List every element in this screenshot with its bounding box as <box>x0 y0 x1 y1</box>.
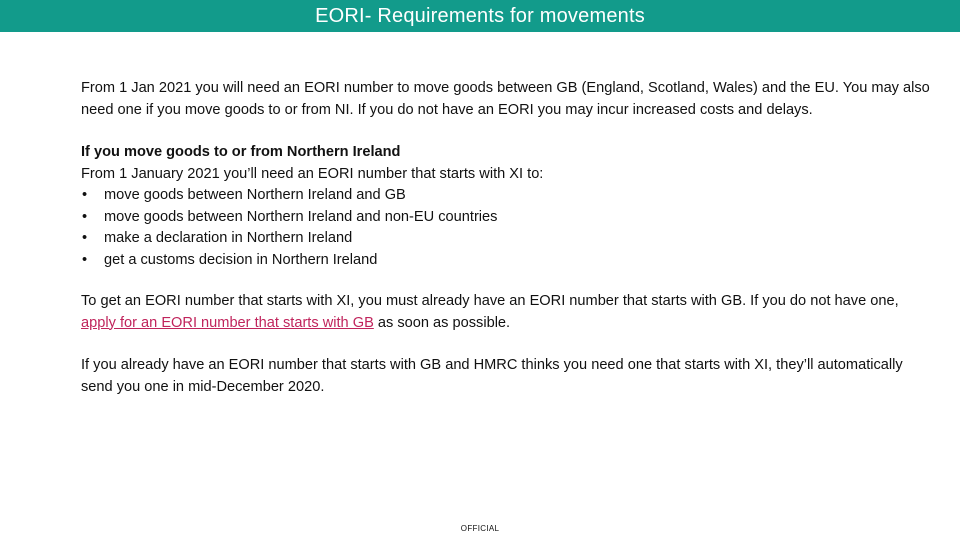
list-item <box>81 250 931 272</box>
list-item-text: get a customs decision in Northern Ireland <box>104 251 378 268</box>
intro-paragraph: From 1 Jan 2021 you will need an EORI number to move goods between GB (England, Scotland, Wales) and the EU. You may also need one if you move goods to or from NI. If you do not have an EORI you may incur increased costs and delays. <box>81 80 930 118</box>
page-title: EORI- Requirements for movements <box>315 4 645 27</box>
list-item-text: move goods between Northern Ireland and GB <box>104 187 406 203</box>
content-body <box>81 78 931 398</box>
title-bar <box>0 0 960 32</box>
list-item-text: make a declaration in Northern Ireland <box>104 230 353 246</box>
xi-paragraph-text: To get an EORI number that starts with XI, you must already have an EORI number that starts with GB. If you do not have one, <box>81 293 899 309</box>
list-item <box>81 207 931 229</box>
ni-bullet-list <box>81 185 931 271</box>
bullet-icon: • <box>82 251 88 268</box>
list-item <box>81 185 931 207</box>
xi-requirement-paragraph <box>81 291 931 334</box>
apply-eori-gb-link[interactable]: apply for an EORI number that starts with GB <box>81 314 374 331</box>
bullet-icon: • <box>82 187 88 203</box>
list-item <box>81 228 931 250</box>
bullet-icon: • <box>82 230 88 246</box>
xi-paragraph-tail: as soon as possible. <box>373 314 511 331</box>
hmrc-paragraph: If you already have an EORI number that starts with GB and HMRC thinks you need one that starts with XI, they’ll automatically send you one in mid-December 2020. <box>81 357 903 395</box>
classification-label: OFFICIAL <box>460 524 500 533</box>
ni-section <box>81 142 931 271</box>
bullet-icon: • <box>82 208 88 225</box>
ni-section-heading: If you move goods to or from Northern Ireland <box>81 144 401 160</box>
ni-section-lead: From 1 January 2021 you’ll need an EORI number that starts with XI to: <box>81 165 544 182</box>
list-item-text: move goods between Northern Ireland and non-EU countries <box>104 208 498 225</box>
